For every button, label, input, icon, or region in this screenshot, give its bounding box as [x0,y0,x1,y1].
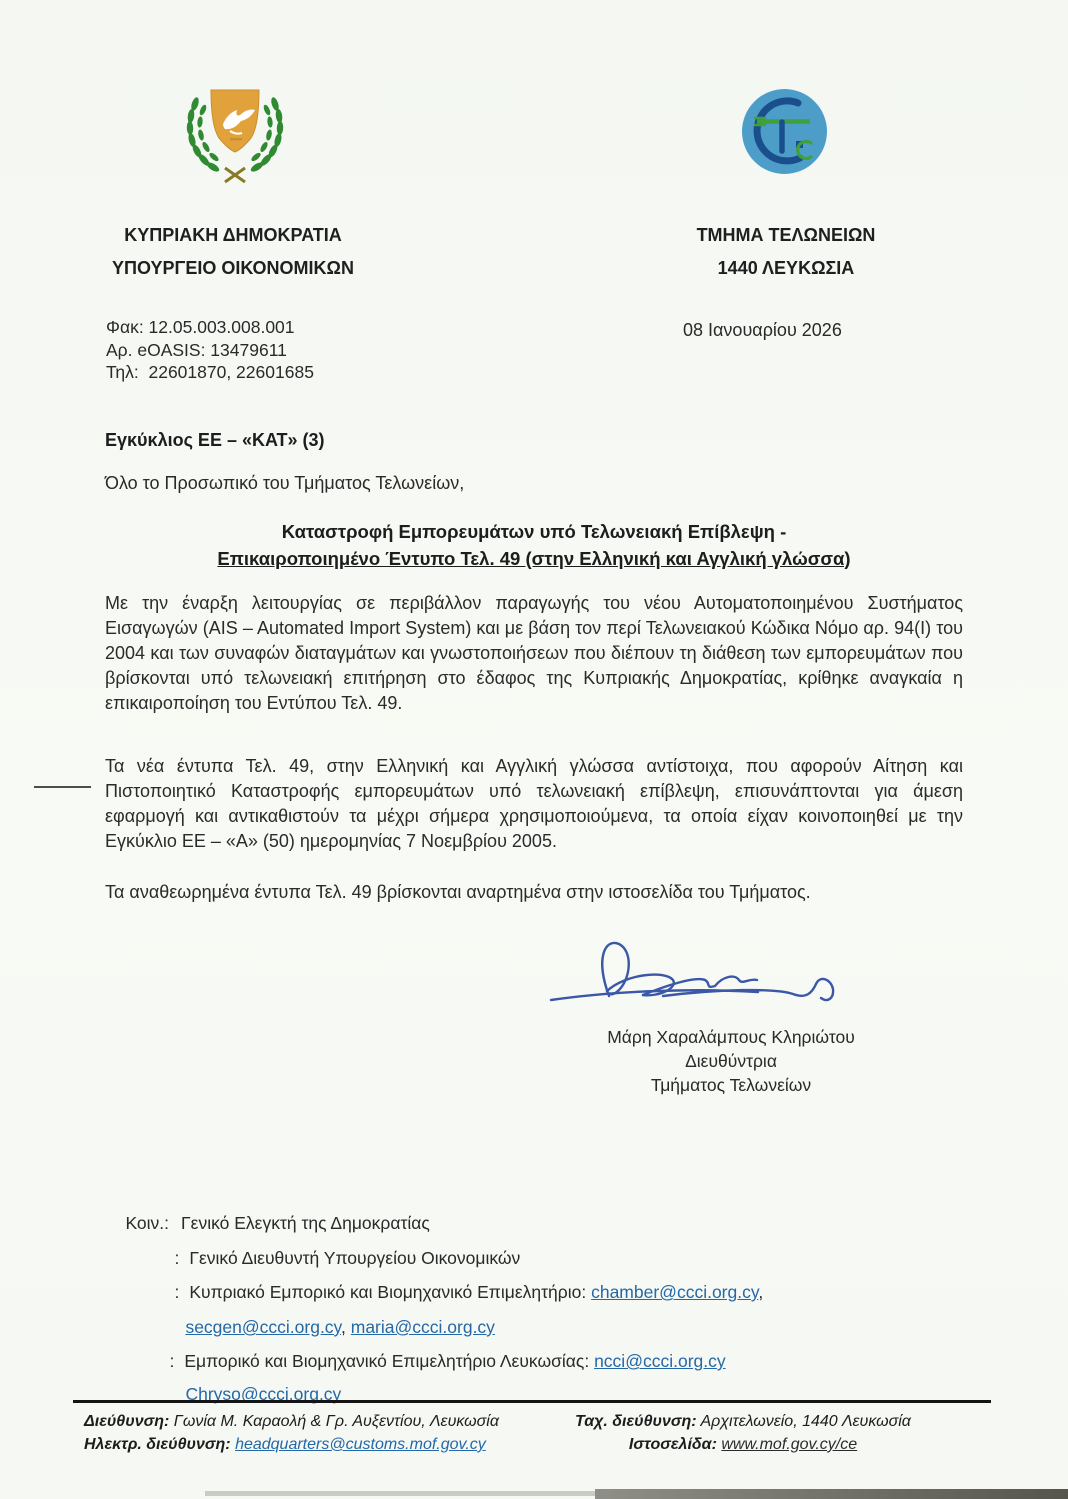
footer-divider [73,1400,991,1403]
department-postcode: 1440 ΛΕΥΚΩΣΙΑ [717,258,855,278]
cc-auditor-text: Γενικό Ελεγκτή της Δημοκρατίας [181,1213,430,1233]
signatory-role: Διευθύντρια [685,1051,777,1071]
cyprus-coat-of-arms-icon [181,86,289,188]
republic-title: ΚΥΠΡΙΑΚΗ ΔΗΜΟΚΡΑΤΙΑ [124,225,342,245]
footer-left-column [84,1410,499,1456]
subject-heading [105,519,963,572]
cc-director-general-text: Γενικό Διευθυντή Υπουργείου Οικονομικών [189,1248,521,1268]
body-paragraph-2: Τα νέα έντυπα Τελ. 49, στην Ελληνική και Αγγλική γλώσσα αντίστοιχα, που αφορούν Αίτηση και Πιστοποιητικό Καταστροφής εμπορευμάτων υπό τελωνειακή επίβλεψη, επισυνάπτονται για άμεση εφαρμογή και αντικαθιστούν τα μέχρι σήμερα χρησιμοποιούμενα, τα οποία είχαν κοινοποιηθεί με την Εγκύκλιο ΕΕ – «Α» (50) ημερομηνίας 7 Νοεμβρίου 2005. [105,756,963,851]
subject-line-2: Επικαιροποιημένο Έντυπο Τελ. 49 (στην Ελληνική και Αγγλική γλώσσα) [217,547,851,569]
signatory-name: Μάρη Χαραλάμπους Κληριώτου [607,1027,855,1047]
footer-postal-value: Αρχιτελωνείο, 1440 Λευκωσία [696,1413,911,1430]
addressee-line: Όλο το Προσωπικό του Τμήματος Τελωνείων, [105,473,465,493]
scan-edge-artifact-light [205,1491,600,1496]
subject-line-1: Καταστροφή Εμπορευμάτων υπό Τελωνειακή Επίβλεψη - [281,521,787,542]
footer-website-label: Ιστοσελίδα: [628,1436,717,1453]
cc-label: Κοιν.: [125,1213,170,1233]
department-header [636,219,936,285]
footer-email-label: Ηλεκτρ. διεύθυνση: [84,1436,231,1453]
letter-date: 08 Ιανουαρίου 2026 [683,320,842,340]
footer-address-value: Γωνία Μ. Καραολή & Γρ. Αυξεντίου, Λευκωσία [169,1413,499,1430]
secgen-email-link[interactable]: secgen@ccci.org.cy [185,1317,342,1337]
signatory-block [556,1025,906,1097]
chryso-email-link[interactable]: Chryso@ccci.org.cy [185,1384,342,1404]
cc-separator: , [341,1317,351,1337]
cc-colon: : [174,1282,180,1302]
footer-website-line [548,1433,938,1456]
maria-email-link[interactable]: maria@ccci.org.cy [350,1317,495,1337]
cc-nicosia-chamber-text: Εμπορικό και Βιομηχανικό Επιμελητήριο Λευκωσίας: [184,1351,595,1371]
footer-postal-label: Ταχ. διεύθυνση: [575,1413,697,1430]
ncci-email-link[interactable]: ncci@ccci.org.cy [594,1351,726,1371]
footer-postal-line [548,1410,938,1433]
cc-chamber-text: Κυπριακό Εμπορικό και Βιομηχανικό Επιμελητήριο: [189,1282,592,1302]
body-paragraph-1: Με την έναρξη λειτουργίας σε περιβάλλον παραγωγής του νέου Αυτοματοποιημένου Συστήματος Εισαγωγών (AIS – Automated Import System) και με βάση τον περί Τελωνειακού Κώδικα Νόμο αρ. 94(Ι) του 2004 και των συναφών διαταγμάτων και γνωστοποιήσεων που διέπουν τη διάθεση των εμπορευμάτων που βρίσκονται υπό τελωνειακή επιτήρηση στο έδαφος της Κυπριακής Δημοκρατίας, κρίθηκε αναγκαία η επικαιροποίηση του Εντύπου Τελ. 49. [105,593,963,713]
footer-right-column [548,1410,938,1456]
cc-colon: : [169,1351,175,1371]
circular-number: Εγκύκλιος ΕΕ – «ΚΑΤ» (3) [105,430,325,450]
footer-address-line [84,1410,499,1433]
file-reference: Φακ: 12.05.003.008.001 [106,317,295,337]
ministry-title: ΥΠΟΥΡΓΕΙΟ ΟΙΚΟΝΟΜΙΚΩΝ [112,258,354,278]
chamber-email-link[interactable]: chamber@ccci.org.cy [591,1282,759,1302]
footer-email-link[interactable]: headquarters@customs.mof.gov.cy [235,1436,486,1453]
signatory-department: Τμήματος Τελωνείων [650,1075,812,1095]
telephone-numbers: Τηλ: 22601870, 22601685 [106,362,314,382]
footer-email-line [84,1433,499,1456]
cc-colon: : [174,1248,180,1268]
ministry-header [83,219,383,285]
handwritten-signature-icon [543,936,853,1016]
reference-block [106,316,314,384]
cc-comma: , [758,1282,764,1302]
department-title: ΤΜΗΜΑ ΤΕΛΩΝΕΙΩΝ [696,225,876,245]
customs-department-logo-icon [741,88,828,175]
eoasis-number: Αρ. eOASIS: 13479611 [106,339,287,360]
body-paragraph-3: Τα αναθεωρημένα έντυπα Τελ. 49 βρίσκονται αναρτημένα στην ιστοσελίδα του Τμήματος. [105,882,811,902]
scan-edge-artifact-dark [595,1489,1068,1499]
margin-dash-mark [34,786,91,788]
footer-website-link[interactable]: www.mof.gov.cy/ce [721,1436,858,1453]
footer-address-label: Διεύθυνση: [84,1413,170,1430]
